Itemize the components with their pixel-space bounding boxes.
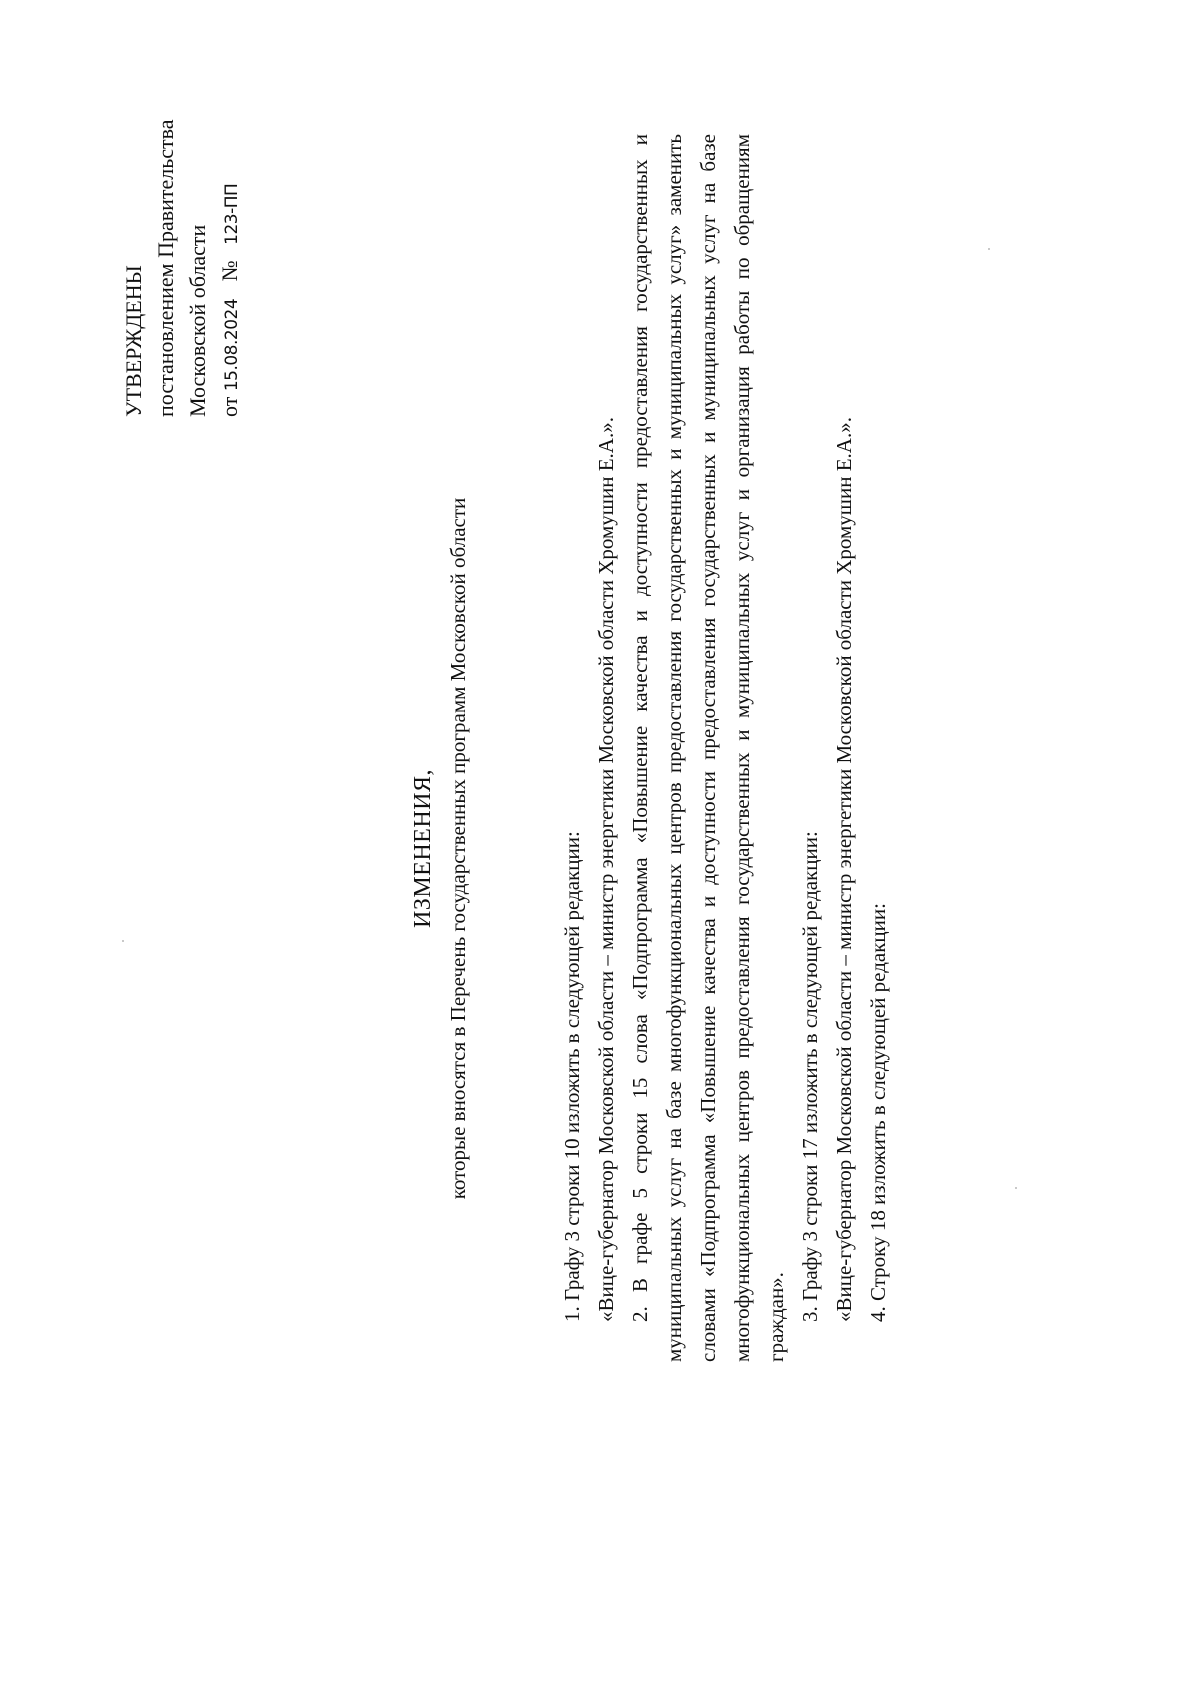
document-subtitle: которые вносятся в Перечень государственных программ Московской области (446, 497, 470, 1200)
approval-title: УТВЕРЖДЕНЫ (121, 265, 146, 417)
approval-line-1: постановлением Правительства (153, 119, 178, 417)
approval-stamp (118, 87, 248, 417)
approval-date-line (214, 87, 248, 417)
paragraph-item-1: 1. Графу 3 строки 10 изложить в следующей редакции: (560, 831, 584, 1322)
paragraph-item-4: 4. Строку 18 изложить в следующей редакции: (866, 903, 890, 1322)
paragraph-quote-1: «Вице-губернатор Московской области – министр энергетики Московской области Хромушин Е.А.». (594, 417, 618, 1322)
approval-date-prefix: от (217, 396, 242, 417)
scan-speck (1015, 1187, 1017, 1189)
paragraph-item-2: 2. В графе 5 строки 15 слова «Подпрограмма «Повышение качества и доступности предоставления государственных и муниципальных услуг на базе многофункциональных центров предоставления государственных и муниципальных услуг» заменить словами «Подпрограмма «Повышение качества и доступности предоставления государственных и муниципальных услуг на базе многофункциональных центров предоставления государственных и муниципальных услуг и организация работы по обращениям граждан». (628, 134, 788, 1362)
approval-date: 15.08.2024 (222, 298, 242, 392)
paragraph-quote-3: «Вице-губернатор Московской области – министр энергетики Московской области Хромушин Е.А.». (832, 417, 856, 1322)
document-title: ИЗМЕНЕНИЯ, (410, 768, 436, 929)
approval-number-sign: № (217, 260, 242, 282)
approval-number: 123-ПП (222, 183, 242, 245)
paragraph-item-3: 3. Графу 3 строки 17 изложить в следующей редакции: (798, 831, 822, 1322)
approval-line-2: Московской области (185, 224, 210, 417)
document-body (555, 134, 895, 1362)
scan-speck (122, 940, 124, 942)
scan-speck (988, 248, 990, 250)
